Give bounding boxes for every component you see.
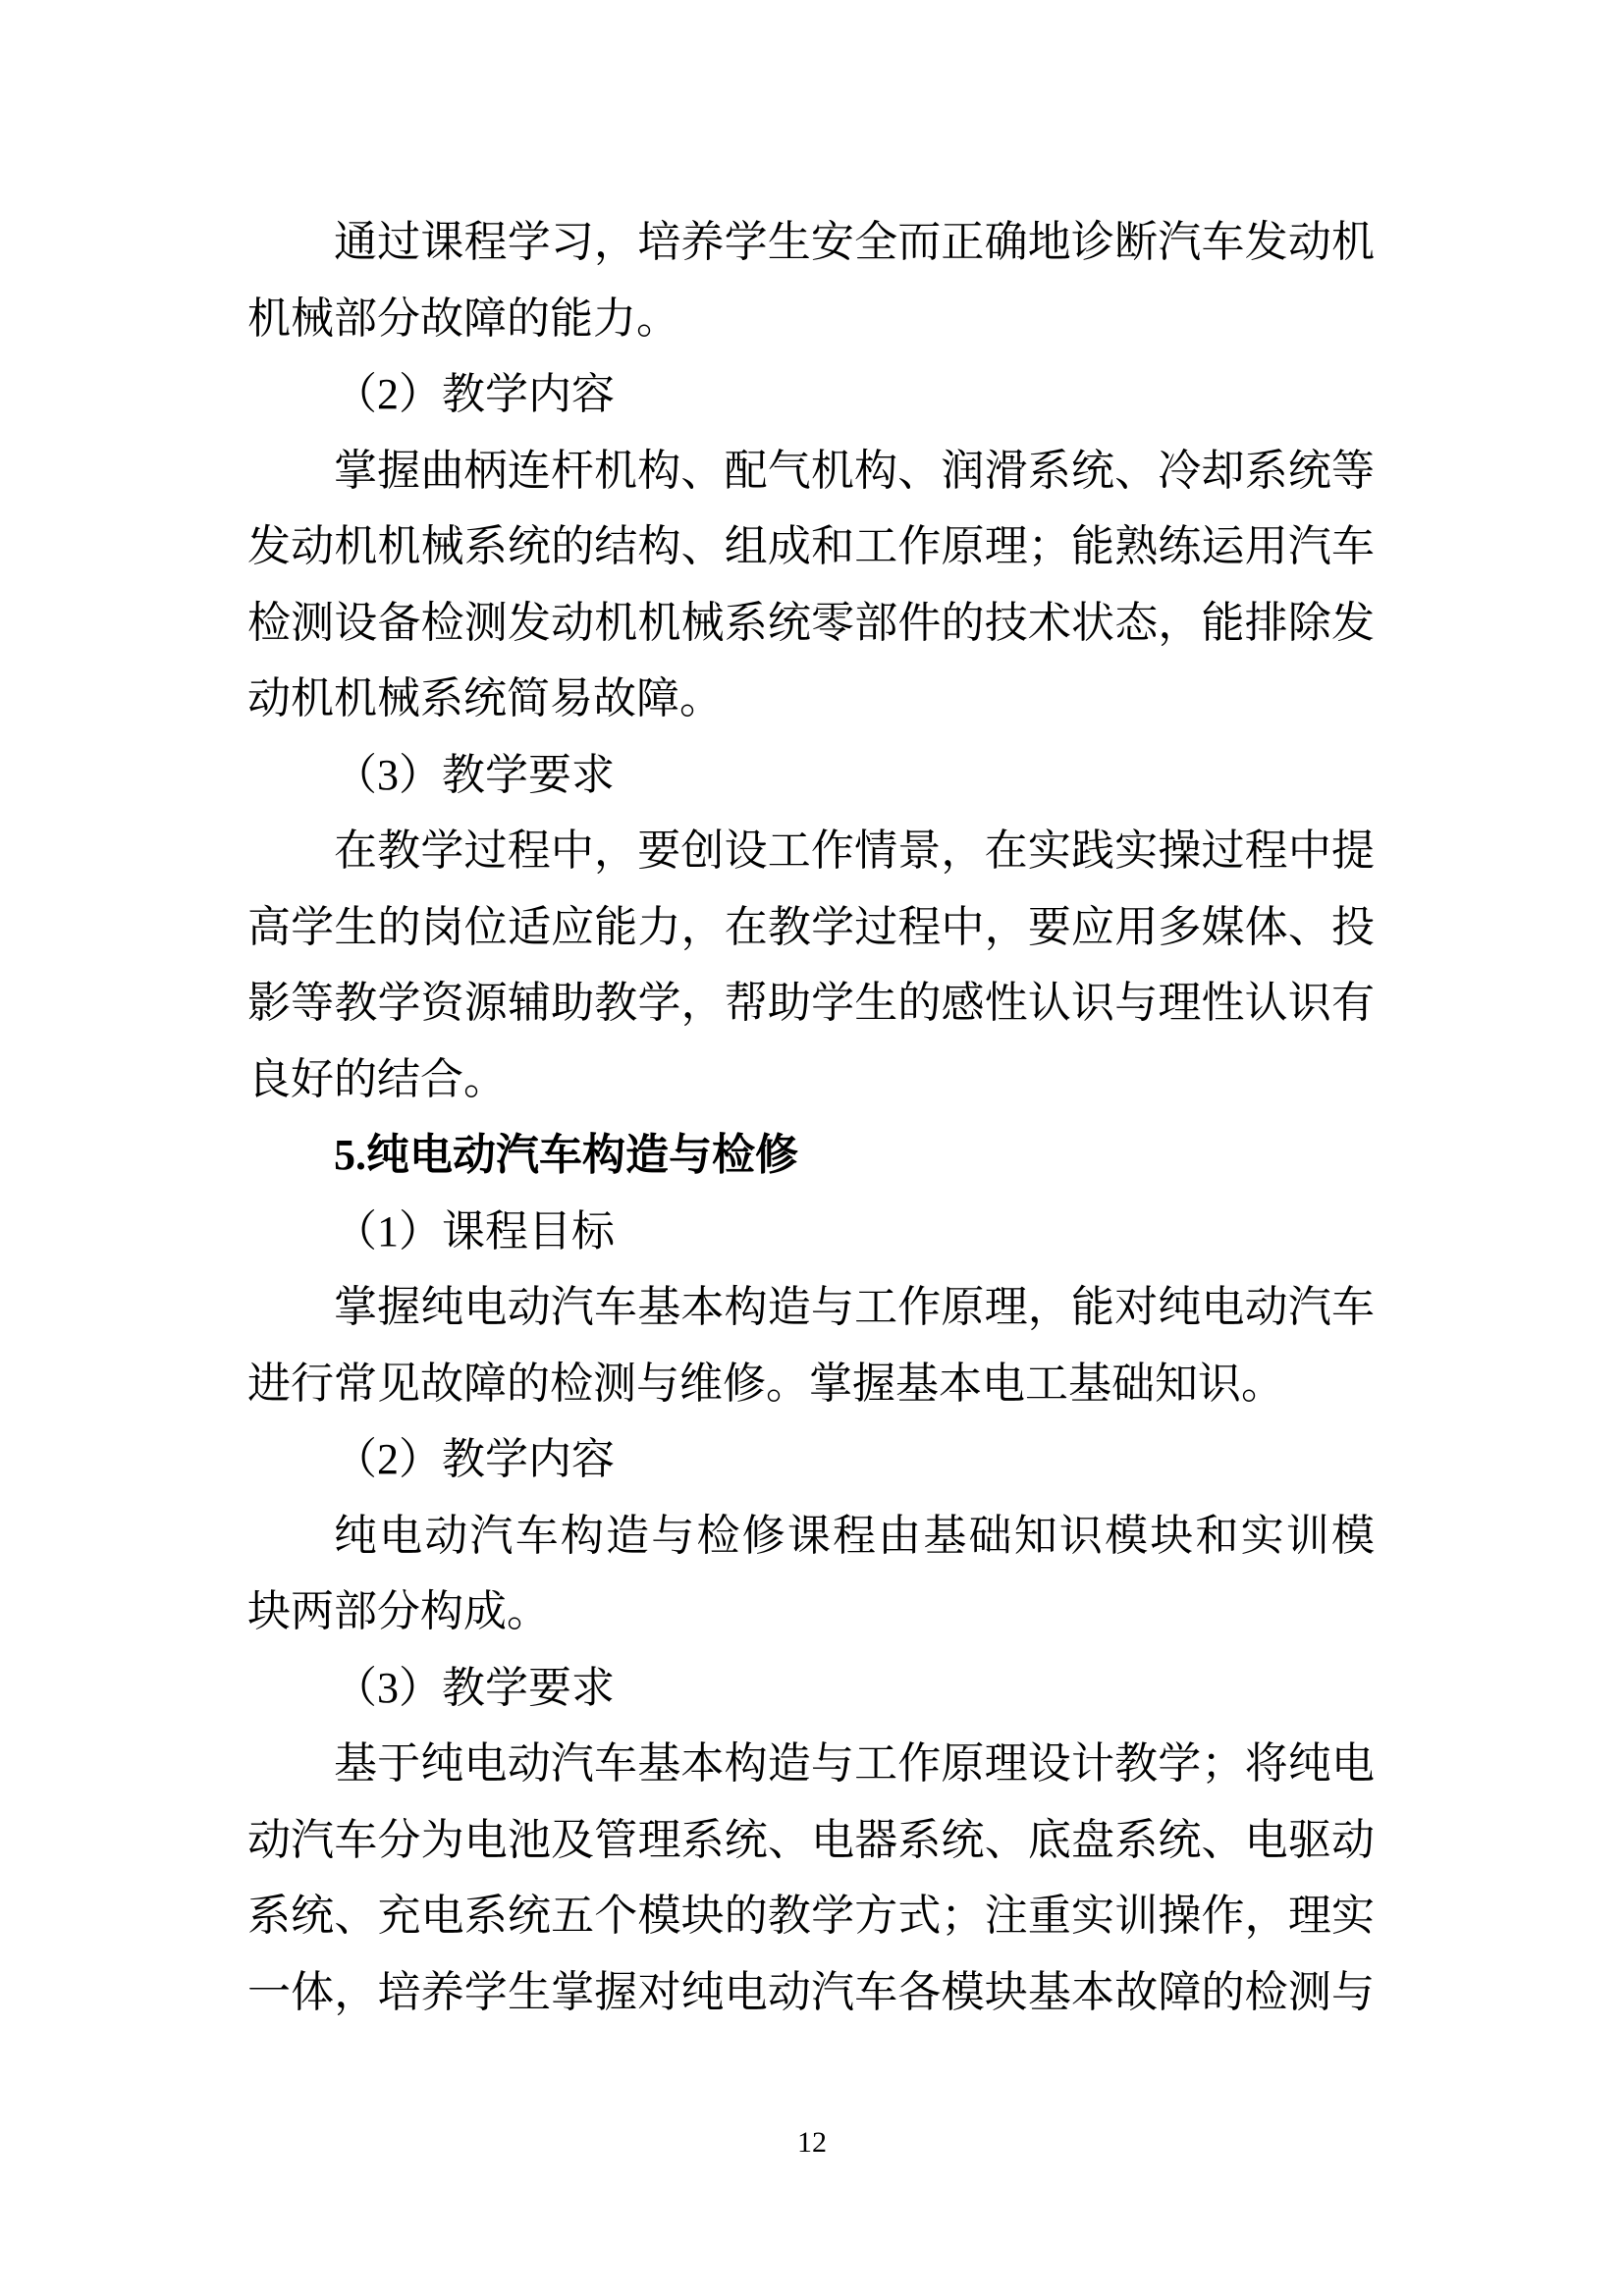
body-text-line: 动机机械系统简易故障。 xyxy=(247,674,723,722)
body-text-line: 机械部分故障的能力。 xyxy=(247,294,679,343)
subsection-heading: （2）教学内容 xyxy=(334,370,615,418)
body-text-line: 进行常见故障的检测与维修。掌握基本电工基础知识。 xyxy=(247,1359,1284,1408)
body-text-line: 影等教学资源辅助教学，帮助学生的感性认识与理性认识有 xyxy=(247,979,1375,1027)
body-text-line: 块两部分构成。 xyxy=(247,1587,550,1635)
body-text-line: 纯电动汽车构造与检修课程由基础知识模块和实训模 xyxy=(334,1511,1375,1560)
body-text-line: 系统、充电系统五个模块的教学方式；注重实训操作，理实 xyxy=(247,1892,1375,1940)
body-text-line: 良好的结合。 xyxy=(247,1054,507,1103)
document-body xyxy=(247,204,1375,2030)
body-text-line: 通过课程学习，培养学生安全而正确地诊断汽车发动机 xyxy=(334,218,1375,266)
body-text-line: 在教学过程中，要创设工作情景，在实践实操过程中提 xyxy=(334,827,1375,875)
body-text-line: 动汽车分为电池及管理系统、电器系统、底盘系统、电驱动 xyxy=(247,1815,1375,1864)
body-text-line: 检测设备检测发动机机械系统零部件的技术状态，能排除发 xyxy=(247,598,1375,647)
body-text-line: 掌握纯电动汽车基本构造与工作原理，能对纯电动汽车 xyxy=(334,1283,1375,1331)
page-number: 12 xyxy=(797,2126,827,2159)
body-text-line: 高学生的岗位适应能力，在教学过程中，要应用多媒体、投 xyxy=(247,902,1375,951)
subsection-heading: （3）教学要求 xyxy=(334,750,615,799)
subsection-heading: （3）教学要求 xyxy=(334,1663,615,1712)
subsection-heading: （2）教学内容 xyxy=(334,1435,615,1483)
subsection-heading: （1）课程目标 xyxy=(334,1206,615,1255)
body-text-line: 基于纯电动汽车基本构造与工作原理设计教学；将纯电 xyxy=(334,1739,1375,1788)
body-text-line: 一体，培养学生掌握对纯电动汽车各模块基本故障的检测与 xyxy=(247,1967,1375,2016)
body-text-line: 掌握曲柄连杆机构、配气机构、润滑系统、冷却系统等 xyxy=(334,446,1375,495)
course-heading: 5.纯电动汽车构造与检修 xyxy=(334,1131,798,1179)
body-text-line: 发动机机械系统的结构、组成和工作原理；能熟练运用汽车 xyxy=(247,522,1375,570)
